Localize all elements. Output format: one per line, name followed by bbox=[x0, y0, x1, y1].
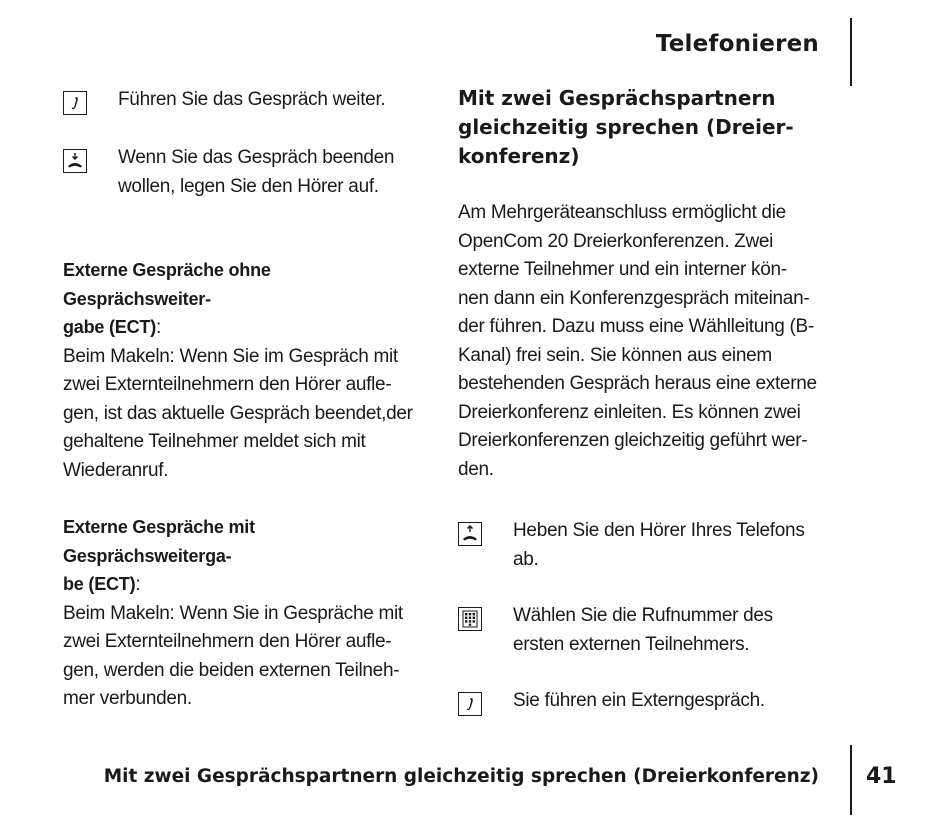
note-title: Externe Gespräche ohne Gesprächsweiter- bbox=[63, 260, 271, 309]
text-line: gen, ist das aktuelle Gespräch beendet,der bbox=[63, 402, 413, 424]
text-line: gen, werden die beiden externen Teilneh- bbox=[63, 659, 400, 681]
section-heading bbox=[458, 84, 818, 171]
text-line: Wählen Sie die Rufnummer des bbox=[513, 605, 773, 626]
text-line: Kanal) frei sein. Sie können aus einem bbox=[458, 344, 772, 366]
step-text bbox=[513, 517, 813, 574]
handset-in-call-icon bbox=[63, 91, 87, 115]
text-line: wollen, legen Sie den Hörer auf. bbox=[118, 175, 379, 197]
note-title: Externe Gespräche mit Gesprächsweiterga- bbox=[63, 517, 255, 566]
hang-up-icon bbox=[63, 149, 87, 173]
note-title: gabe (ECT) bbox=[63, 317, 157, 337]
page-number: 41 bbox=[866, 764, 897, 789]
text-line: Dreierkonferenz einleiten. Es können zwei bbox=[458, 401, 801, 423]
step-text bbox=[118, 144, 418, 201]
text-line: den. bbox=[458, 458, 494, 480]
note-ect-with bbox=[63, 513, 423, 714]
text-line: zwei Externteilnehmern den Hörer aufle- bbox=[63, 631, 392, 652]
keypad-icon bbox=[458, 607, 482, 631]
text-line: zwei Externteilnehmern den Hörer aufle- bbox=[63, 374, 392, 395]
text-line: der führen. Dazu muss eine Wählleitung (B- bbox=[458, 316, 814, 337]
intro-paragraph bbox=[458, 199, 828, 484]
text-line: mer verbunden. bbox=[63, 688, 192, 709]
text-line: gehaltene Teilnehmer meldet sich mit bbox=[63, 431, 366, 452]
text-line: Beim Makeln: Wenn Sie im Gespräch mit bbox=[63, 345, 398, 367]
header-rule bbox=[850, 18, 852, 86]
page-title: Telefonieren bbox=[655, 31, 819, 57]
text-line: ersten externen Teilnehmers. bbox=[513, 633, 750, 655]
text-line: Wenn Sie das Gespräch beenden bbox=[118, 147, 395, 168]
heading-line: Mit zwei Gesprächspartnern bbox=[458, 86, 776, 110]
text-line: bestehenden Gespräch heraus eine externe bbox=[458, 373, 817, 394]
step-text: Führen Sie das Gespräch weiter. bbox=[118, 89, 386, 110]
footer-section-title: Mit zwei Gesprächspartnern gleichzeitig sprechen (Dreierkonferenz) bbox=[103, 766, 819, 787]
handset-in-call-icon bbox=[458, 692, 482, 716]
pick-up-handset-icon bbox=[458, 522, 482, 546]
note-colon: : bbox=[156, 317, 161, 338]
text-line: Wiederanruf. bbox=[63, 459, 169, 481]
step-text bbox=[513, 602, 813, 659]
text-line: nen dann ein Konferenzgespräch miteinan- bbox=[458, 287, 810, 309]
footer-rule bbox=[850, 745, 852, 815]
text-line: externe Teilnehmer und ein interner kön- bbox=[458, 259, 787, 280]
note-ect-without bbox=[63, 256, 423, 485]
text-line: ab. bbox=[513, 548, 539, 570]
text-line: Am Mehrgeräteanschluss ermöglicht die bbox=[458, 202, 786, 223]
text-line: Heben Sie den Hörer Ihres Telefons bbox=[513, 520, 805, 541]
note-title: be (ECT) bbox=[63, 574, 136, 594]
text-line: Beim Makeln: Wenn Sie in Gespräche mit bbox=[63, 602, 403, 624]
step-text: Sie führen ein Externgespräch. bbox=[513, 690, 765, 711]
text-line: Dreierkonferenzen gleichzeitig geführt wer- bbox=[458, 430, 808, 451]
note-colon: : bbox=[135, 574, 141, 595]
heading-line: gleichzeitig sprechen (Dreier- bbox=[458, 115, 794, 139]
text-line: OpenCom 20 Dreierkonferenzen. Zwei bbox=[458, 230, 774, 252]
heading-line: konferenz) bbox=[458, 144, 580, 168]
